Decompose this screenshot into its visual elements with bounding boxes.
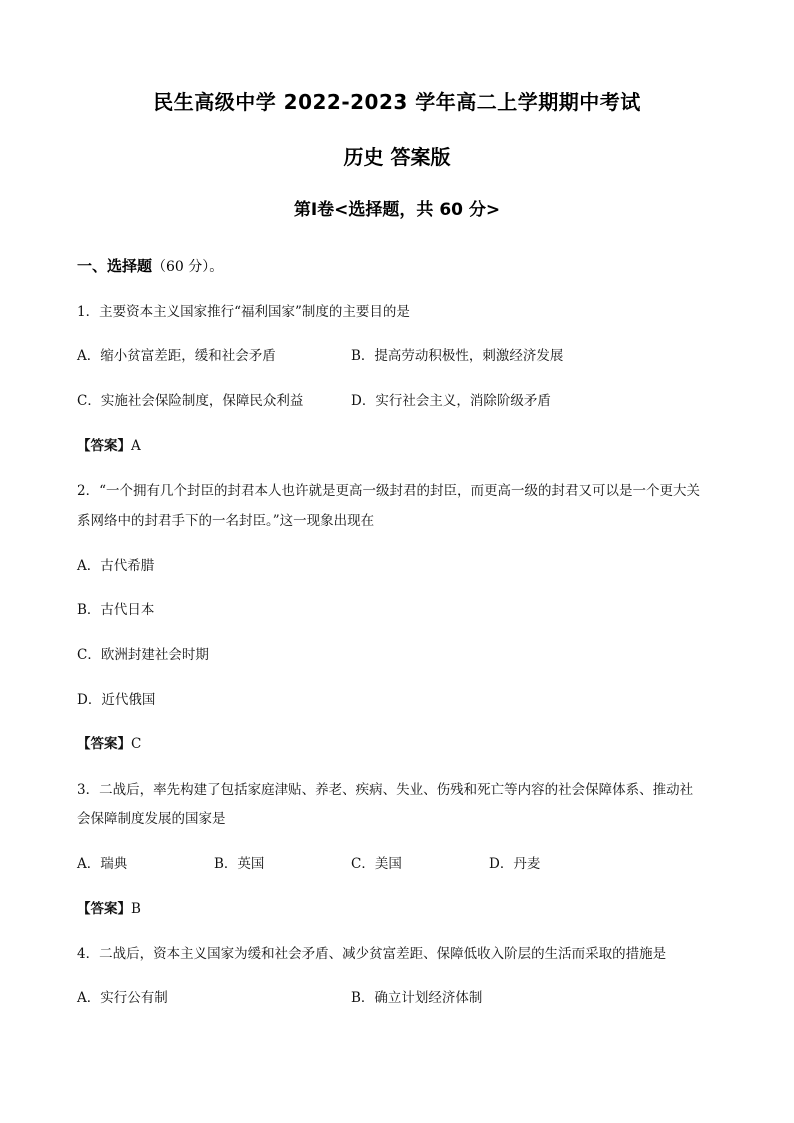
section-label: 一、选择题 (77, 257, 153, 275)
question-1-stem: 1．主要资本主义国家推行“福利国家”制度的主要目的是 (77, 304, 410, 320)
question-3-option-a: A．瑞典 (77, 856, 128, 872)
part-heading: 第Ⅰ卷<选择题，共 60 分> (293, 200, 501, 220)
question-1-option-d: D．实行社会主义，消除阶级矛盾 (351, 393, 551, 409)
question-3-option-d: D．丹麦 (489, 856, 541, 872)
question-2-option-d: D．近代俄国 (77, 692, 156, 708)
question-1-answer (77, 437, 141, 455)
question-3-stem-line-2: 会保障制度发展的国家是 (77, 811, 226, 827)
question-4-stem: 4．二战后，资本主义国家为缓和社会矛盾、减少贫富差距、保障低收入阶层的生活而采取的措施是 (77, 946, 667, 962)
exam-title: 民生高级中学 2022-2023 学年高二上学期期中考试 (153, 90, 641, 114)
question-1-option-c: C．实施社会保险制度，保障民众利益 (77, 393, 304, 409)
question-2-option-b: B．古代日本 (77, 602, 155, 618)
answer-value: B (131, 901, 141, 917)
question-3-option-c: C．美国 (351, 856, 402, 872)
section-heading (77, 255, 223, 276)
answer-value: C (131, 736, 142, 752)
question-1-option-a: A．缩小贫富差距，缓和社会矛盾 (77, 348, 276, 364)
answer-tag: 【答案】 (77, 901, 131, 917)
question-2-option-a: A．古代希腊 (77, 558, 155, 574)
exam-subtitle: 历史 答案版 (343, 145, 451, 169)
question-1-option-b: B．提高劳动积极性，刺激经济发展 (351, 348, 564, 364)
section-score: （60 分）。 (152, 259, 224, 275)
question-2-stem-line-2: 系网络中的封君手下的一名封臣。”这一现象出现在 (77, 513, 375, 529)
question-3-option-b: B．英国 (214, 856, 265, 872)
answer-tag: 【答案】 (77, 438, 131, 454)
question-2-stem-line-1: 2．“一个拥有几个封臣的封君本人也许就是更高一级封君的封臣，而更高一级的封君又可以是一个更大关 (77, 483, 700, 499)
answer-tag: 【答案】 (77, 736, 131, 752)
question-4-option-b: B．确立计划经济体制 (351, 990, 483, 1006)
question-2-option-c: C．欧洲封建社会时期 (77, 647, 209, 663)
question-3-answer (77, 900, 141, 918)
question-2-answer (77, 735, 141, 753)
question-4-option-a: A．实行公有制 (77, 990, 168, 1006)
answer-value: A (131, 438, 141, 454)
question-3-stem-line-1: 3．二战后，率先构建了包括家庭津贴、养老、疾病、失业、伤残和死亡等内容的社会保障体系、推动社 (77, 782, 694, 798)
